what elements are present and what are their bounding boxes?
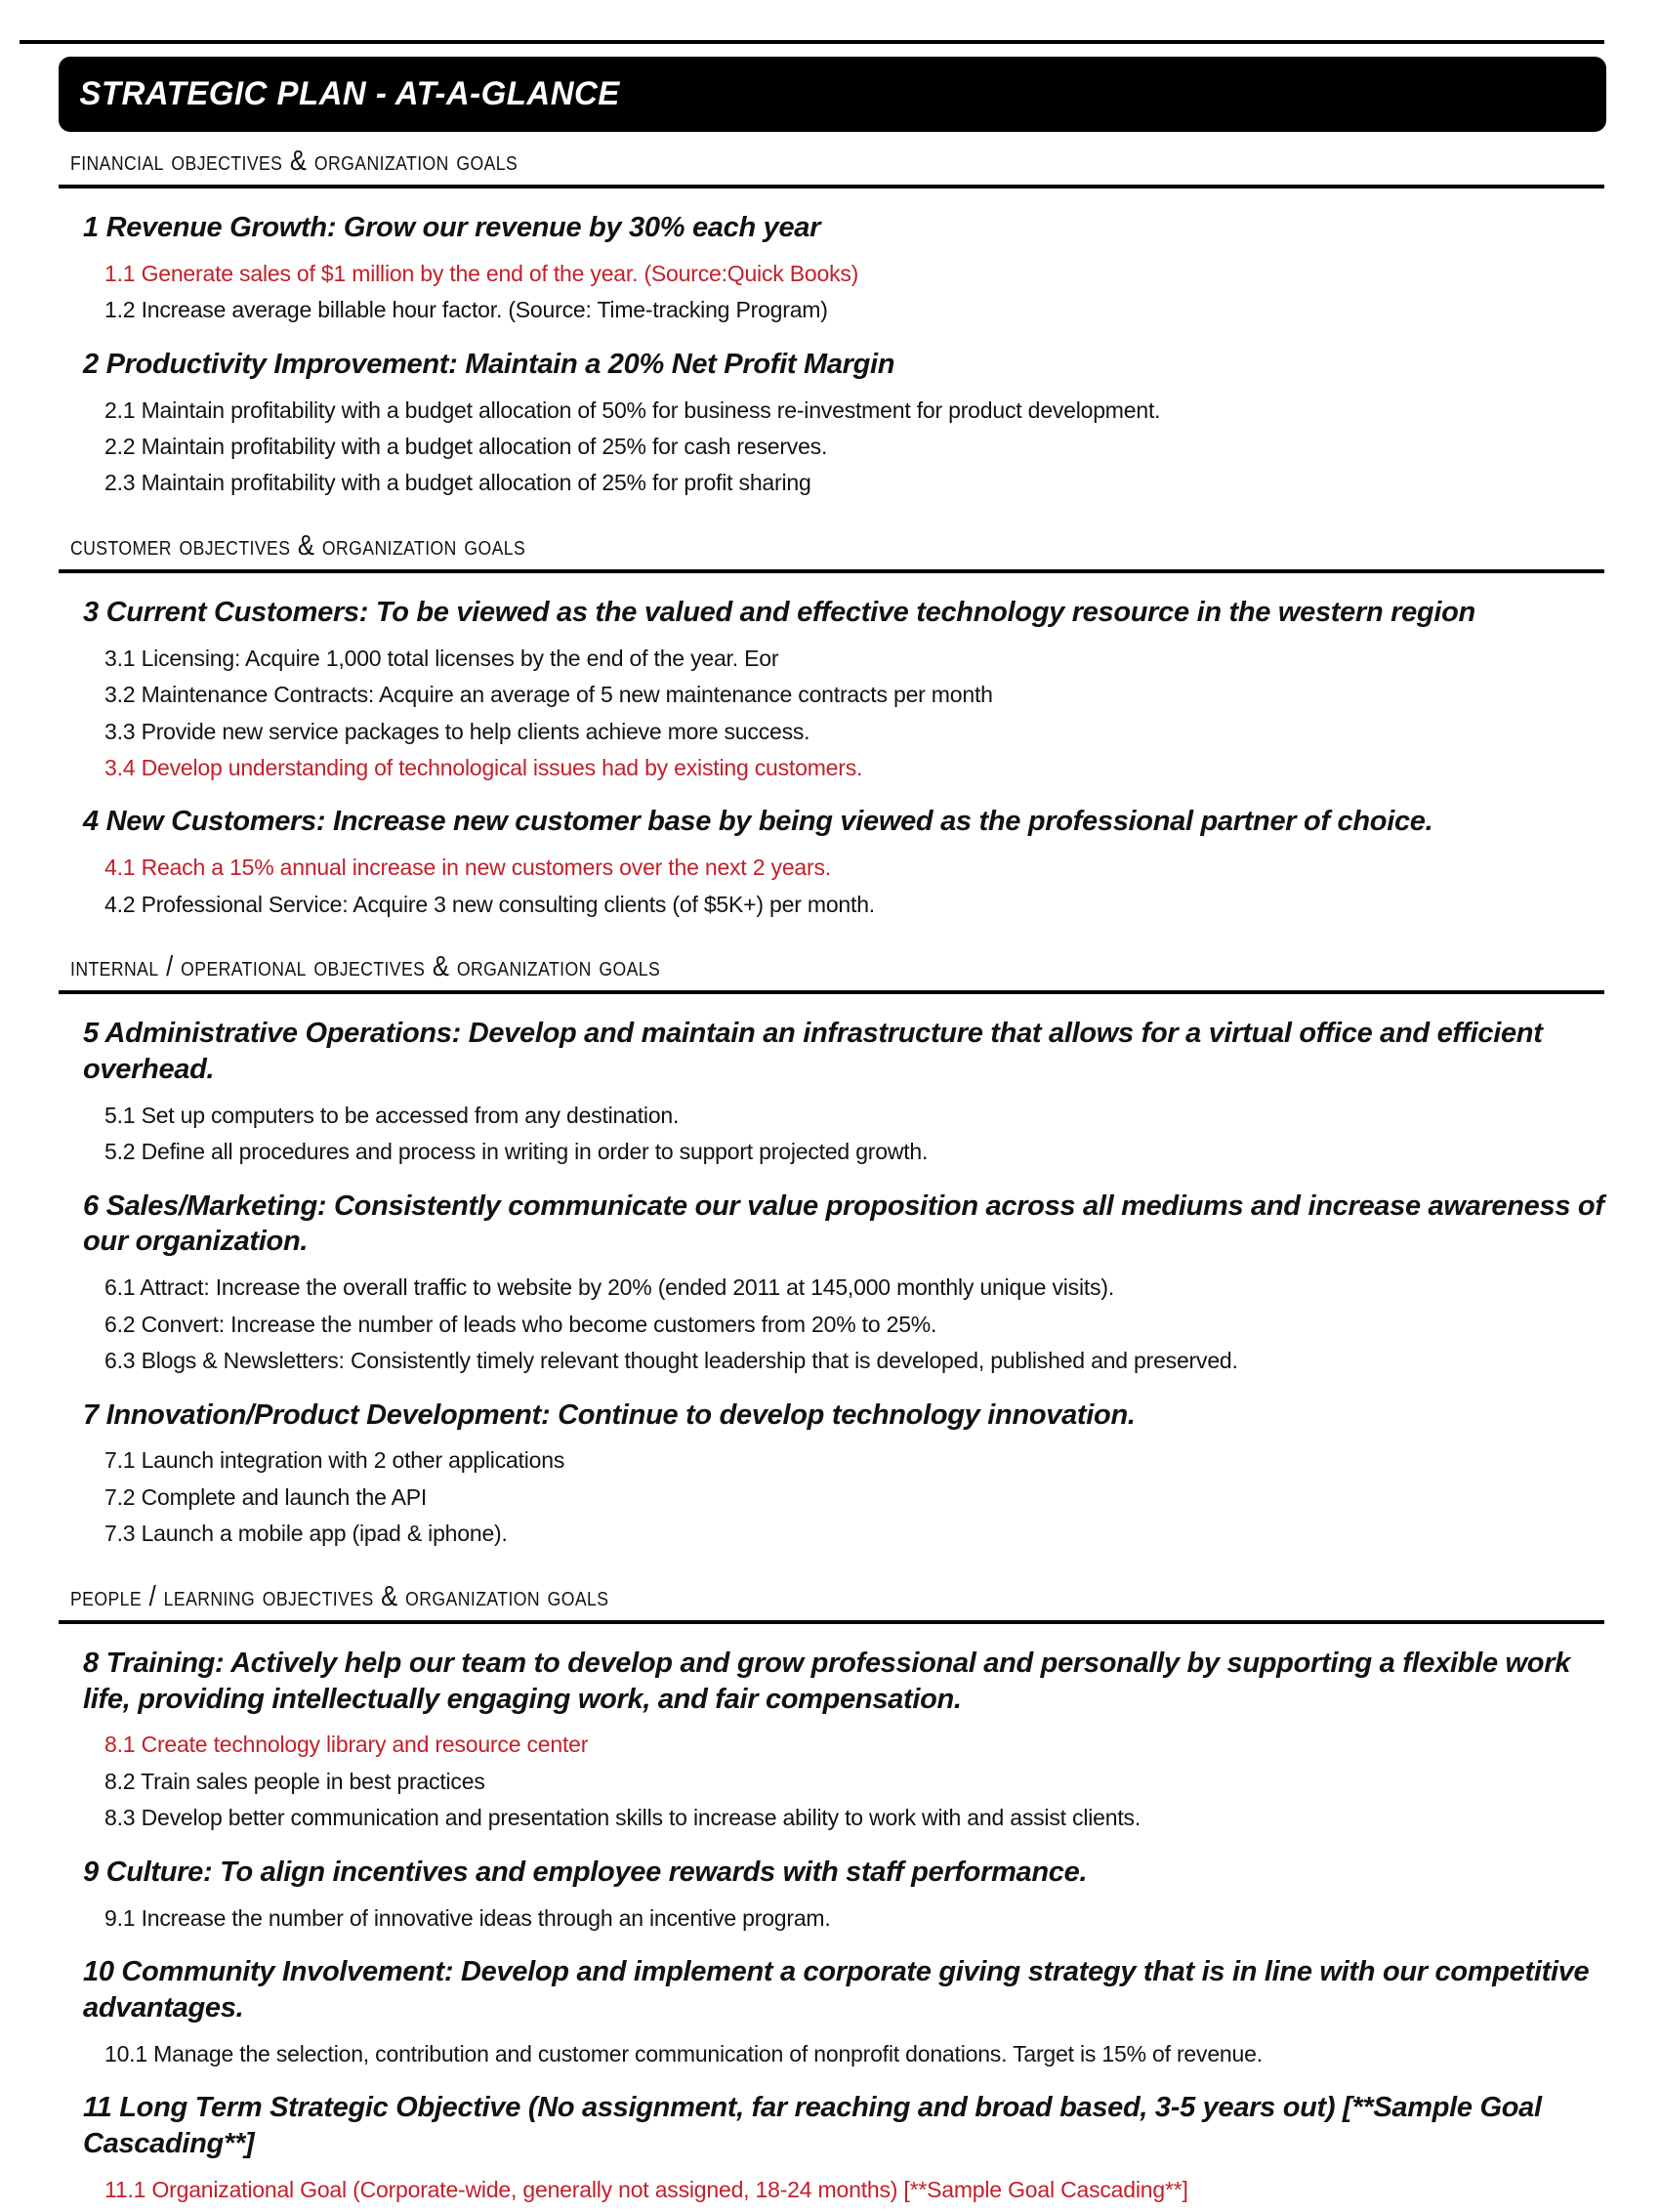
section-heading bbox=[59, 531, 1604, 573]
section-heading-text: people / learning objectives & organization goals bbox=[70, 1580, 609, 1612]
goal-title: 5 Administrative Operations: Develop and maintain an infrastructure that allows for a virtual office and efficient overhead. bbox=[83, 1018, 1543, 1085]
goal-item: 7.2 Complete and launch the API bbox=[104, 1483, 428, 1510]
section-heading bbox=[59, 952, 1604, 994]
goal-item: 6.2 Convert: Increase the number of leads who become customers from 20% to 25%. bbox=[104, 1311, 937, 1337]
goal-item: 2.2 Maintain profitability with a budget allocation of 25% for cash reserves. bbox=[104, 433, 828, 459]
page-top-rule bbox=[20, 40, 1604, 44]
goal-item: 8.2 Train sales people in best practices bbox=[104, 1768, 485, 1794]
section bbox=[59, 1582, 1604, 2204]
goal bbox=[59, 804, 1604, 919]
goal-title: 1 Revenue Growth: Grow our revenue by 30% each year bbox=[83, 212, 821, 243]
section bbox=[59, 952, 1604, 1549]
goal-title: 11 Long Term Strategic Objective (No assignment, far reaching and broad based, 3-5 years out) [**Sample Goal Cascading**] bbox=[83, 2092, 1542, 2159]
goal-title: 10 Community Involvement: Develop and implement a corporate giving strategy that is in line with our competitive advantages. bbox=[83, 1956, 1590, 2024]
goal-item: 3.3 Provide new service packages to help clients achieve more success. bbox=[104, 718, 810, 744]
document-title-bar bbox=[59, 57, 1606, 132]
section-heading-text: internal / operational objectives & organization goals bbox=[70, 951, 661, 983]
goal bbox=[59, 1855, 1604, 1933]
goal bbox=[59, 1189, 1604, 1376]
goal-item: 6.3 Blogs & Newsletters: Consistently timely relevant thought leadership that is developed, published and preserved. bbox=[104, 1348, 1238, 1374]
goal-item: 5.1 Set up computers to be accessed from any destination. bbox=[104, 1102, 680, 1128]
goal-title: 8 Training: Actively help our team to develop and grow professional and personally by supporting a flexible work life, providing intellectually engaging work, and fair compensation. bbox=[83, 1647, 1571, 1715]
goal bbox=[59, 1954, 1604, 2068]
section bbox=[59, 146, 1604, 498]
goal bbox=[59, 595, 1604, 783]
goal-item: 1.2 Increase average billable hour factor. (Source: Time-tracking Program) bbox=[104, 297, 828, 323]
goal-item: 2.3 Maintain profitability with a budget allocation of 25% for profit sharing bbox=[104, 470, 811, 496]
goal-item: 8.3 Develop better communication and presentation skills to increase ability to work with and assist clients. bbox=[104, 1805, 1141, 1831]
goal-title: 4 New Customers: Increase new customer base by being viewed as the professional partner of choice. bbox=[83, 806, 1433, 838]
goal bbox=[59, 347, 1604, 498]
sections bbox=[59, 146, 1604, 2204]
section-heading bbox=[59, 1582, 1604, 1624]
goal-item: 1.1 Generate sales of $1 million by the end of the year. (Source:Quick Books) bbox=[104, 260, 859, 286]
goal-item: 5.2 Define all procedures and process in writing in order to support projected growth. bbox=[104, 1139, 929, 1165]
goal-item: 3.2 Maintenance Contracts: Acquire an average of 5 new maintenance contracts per month bbox=[104, 682, 993, 708]
goal-item: 9.1 Increase the number of innovative ideas through an incentive program. bbox=[104, 1904, 831, 1931]
goal bbox=[59, 1646, 1604, 1833]
goal-title: 3 Current Customers: To be viewed as the valued and effective technology resource in the western region bbox=[83, 596, 1475, 628]
goal-item: 7.3 Launch a mobile app (ipad & iphone). bbox=[104, 1521, 508, 1547]
section-heading-text: financial objectives & organization goals bbox=[70, 146, 519, 177]
goal-item: 7.1 Launch integration with 2 other applications bbox=[104, 1447, 565, 1474]
section-heading bbox=[59, 146, 1604, 188]
goal bbox=[59, 2090, 1604, 2204]
goal-item: 3.4 Develop understanding of technological issues had by existing customers. bbox=[104, 754, 863, 780]
goal bbox=[59, 1398, 1604, 1549]
goal-item: 4.2 Professional Service: Acquire 3 new consulting clients (of $5K+) per month. bbox=[104, 891, 875, 917]
goal bbox=[59, 210, 1604, 325]
goal-title: 6 Sales/Marketing: Consistently communicate our value proposition across all mediums and increase awareness of our organization. bbox=[83, 1189, 1604, 1258]
goal-item: 2.1 Maintain profitability with a budget allocation of 50% for business re-investment for product development. bbox=[104, 396, 1161, 423]
goal-title: 9 Culture: To align incentives and employee rewards with staff performance. bbox=[83, 1856, 1088, 1888]
goal-item: 10.1 Manage the selection, contribution and customer communication of nonprofit donations. Target is 15% of revenue. bbox=[104, 2040, 1263, 2066]
section bbox=[59, 531, 1604, 919]
goal-item: 6.1 Attract: Increase the overall traffic to website by 20% (ended 2011 at 145,000 monthly unique visits). bbox=[104, 1274, 1115, 1301]
section-heading-text: customer objectives & organization goals bbox=[70, 529, 526, 562]
goal-title: 7 Innovation/Product Development: Continue to develop technology innovation. bbox=[83, 1398, 1136, 1431]
document-body bbox=[59, 146, 1604, 2212]
page-title: STRATEGIC PLAN - AT-A-GLANCE bbox=[79, 75, 620, 112]
goal bbox=[59, 1016, 1604, 1167]
goal-item: 8.1 Create technology library and resource center bbox=[104, 1732, 589, 1758]
goal-item: 4.1 Reach a 15% annual increase in new customers over the next 2 years. bbox=[104, 855, 831, 881]
goal-item: 3.1 Licensing: Acquire 1,000 total licenses by the end of the year. Eor bbox=[104, 645, 779, 671]
goal-item: 11.1 Organizational Goal (Corporate-wide, generally not assigned, 18-24 months) [**Sample Goal Cascading**] bbox=[104, 2176, 1188, 2202]
goal-title: 2 Productivity Improvement: Maintain a 20% Net Profit Margin bbox=[83, 348, 895, 380]
